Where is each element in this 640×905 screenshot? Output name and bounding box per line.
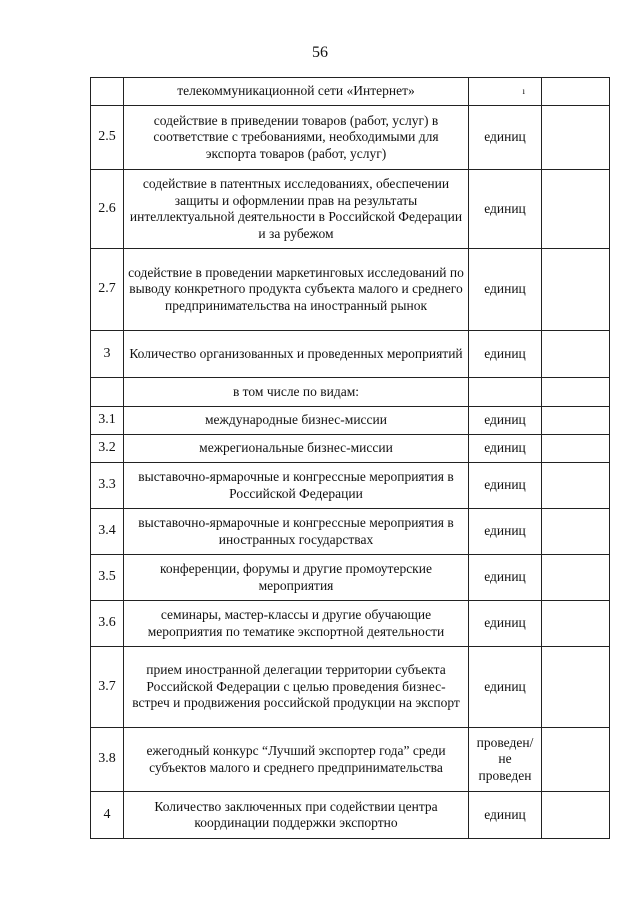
row-value: [542, 601, 610, 647]
row-description: семинары, мастер-классы и другие обучающие мероприятия по тематике экспортной деятельности: [124, 601, 469, 647]
table-row: [91, 555, 610, 601]
row-number: 3.4: [91, 509, 124, 555]
row-value: [542, 555, 610, 601]
table-row: [91, 78, 610, 106]
row-value: [542, 106, 610, 170]
row-number: 3.6: [91, 601, 124, 647]
table-row: [91, 435, 610, 463]
row-value: [542, 647, 610, 728]
row-value: [542, 463, 610, 509]
indicators-table: [90, 77, 610, 839]
row-number: [91, 78, 124, 106]
table-row: [91, 407, 610, 435]
table-row: [91, 728, 610, 792]
row-description: ежегодный конкурс “Лучший экспортер года” среди субъектов малого и среднего предпринимательства: [124, 728, 469, 792]
row-unit: [469, 78, 542, 106]
row-number: 3: [91, 331, 124, 378]
table-row: [91, 509, 610, 555]
row-unit: единиц: [469, 106, 542, 170]
table-row: [91, 463, 610, 509]
table-row: [91, 792, 610, 839]
row-value: [542, 78, 610, 106]
table-row: [91, 170, 610, 249]
row-unit: единиц: [469, 601, 542, 647]
row-description: содействие в проведении маркетинговых исследований по выводу конкретного продукта субъекта малого и среднего предпринимательства на иностранный рынок: [124, 249, 469, 331]
table-row: [91, 249, 610, 331]
row-unit: единиц: [469, 509, 542, 555]
row-number: 3.3: [91, 463, 124, 509]
row-unit: единиц: [469, 792, 542, 839]
row-number: 2.6: [91, 170, 124, 249]
row-description: содействие в патентных исследованиях, обеспечении защиты и оформлении прав на результаты интеллектуальной деятельности в Российской Федерации и за рубежом: [124, 170, 469, 249]
row-number: 2.5: [91, 106, 124, 170]
row-number: 4: [91, 792, 124, 839]
row-number: 3.1: [91, 407, 124, 435]
row-value: [542, 509, 610, 555]
table-row: [91, 331, 610, 378]
row-description: содействие в приведении товаров (работ, услуг) в соответствие с требованиями, необходимыми для экспорта товаров (работ, услуг): [124, 106, 469, 170]
row-unit: [469, 378, 542, 407]
row-value: [542, 435, 610, 463]
row-number: 3.8: [91, 728, 124, 792]
row-value: [542, 170, 610, 249]
table-row: [91, 378, 610, 407]
row-unit: единиц: [469, 407, 542, 435]
row-value: [542, 728, 610, 792]
row-value: [542, 792, 610, 839]
row-value: [542, 378, 610, 407]
row-unit: проведен/ не проведен: [469, 728, 542, 792]
page-number: 56: [312, 44, 328, 61]
row-description: Количество заключенных при содействии центра координации поддержки экспортно: [124, 792, 469, 839]
row-unit: единиц: [469, 555, 542, 601]
row-description: конференции, форумы и другие промоутерские мероприятия: [124, 555, 469, 601]
row-description: Количество организованных и проведенных мероприятий: [124, 331, 469, 378]
row-description: в том числе по видам:: [124, 378, 469, 407]
table-row: [91, 601, 610, 647]
row-number: 3.5: [91, 555, 124, 601]
table-row: [91, 106, 610, 170]
row-description: прием иностранной делегации территории субъекта Российской Федерации с целью проведения бизнес-встреч и продвижения российской продукции на экспорт: [124, 647, 469, 728]
row-description: выставочно-ярмарочные и конгрессные мероприятия в иностранных государствах: [124, 509, 469, 555]
row-unit: единиц: [469, 249, 542, 331]
row-value: [542, 407, 610, 435]
row-value: [542, 331, 610, 378]
row-number: [91, 378, 124, 407]
row-number: 3.2: [91, 435, 124, 463]
row-value: [542, 249, 610, 331]
row-unit: единиц: [469, 331, 542, 378]
row-unit: единиц: [469, 647, 542, 728]
row-description: телекоммуникационной сети «Интернет»: [124, 78, 469, 106]
row-unit: единиц: [469, 463, 542, 509]
row-description: международные бизнес-миссии: [124, 407, 469, 435]
row-number: 3.7: [91, 647, 124, 728]
table-row: [91, 647, 610, 728]
row-unit: единиц: [469, 435, 542, 463]
row-description: межрегиональные бизнес-миссии: [124, 435, 469, 463]
row-number: 2.7: [91, 249, 124, 331]
row-unit-mark: ı: [522, 86, 525, 97]
row-unit: единиц: [469, 170, 542, 249]
row-description: выставочно-ярмарочные и конгрессные мероприятия в Российской Федерации: [124, 463, 469, 509]
